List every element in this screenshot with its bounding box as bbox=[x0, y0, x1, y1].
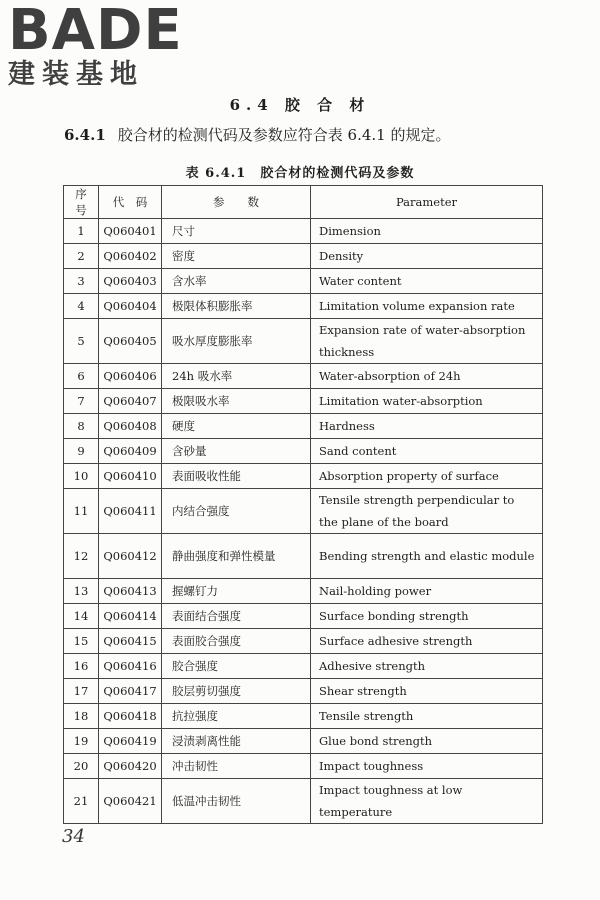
row-param-cn: 胶层剪切强度 bbox=[162, 679, 311, 704]
row-code: Q060401 bbox=[99, 219, 162, 244]
header-param: 参 数 bbox=[162, 186, 311, 219]
table-row bbox=[64, 464, 543, 489]
row-param-cn: 吸水厚度膨胀率 bbox=[162, 319, 311, 364]
row-param-cn: 内结合强度 bbox=[162, 489, 311, 534]
row-number: 17 bbox=[64, 679, 99, 704]
row-code: Q060418 bbox=[99, 704, 162, 729]
table-header-row bbox=[64, 186, 543, 219]
row-param-en: Impact toughness at low temperature bbox=[311, 779, 543, 824]
table-row bbox=[64, 704, 543, 729]
row-param-cn: 抗拉强度 bbox=[162, 704, 311, 729]
row-code: Q060404 bbox=[99, 294, 162, 319]
table-row bbox=[64, 439, 543, 464]
row-param-en: Tensile strength perpendicular to the plane of the board bbox=[311, 489, 543, 534]
row-param-en: Water-absorption of 24h bbox=[311, 364, 543, 389]
clause-number: 6.4.1 bbox=[64, 126, 106, 144]
row-code: Q060421 bbox=[99, 779, 162, 824]
row-param-cn: 密度 bbox=[162, 244, 311, 269]
table-row bbox=[64, 729, 543, 754]
row-code: Q060409 bbox=[99, 439, 162, 464]
row-param-cn: 极限吸水率 bbox=[162, 389, 311, 414]
row-param-en: Sand content bbox=[311, 439, 543, 464]
row-code: Q060416 bbox=[99, 654, 162, 679]
row-number: 18 bbox=[64, 704, 99, 729]
row-param-en: Dimension bbox=[311, 219, 543, 244]
header-parameter-en: Parameter bbox=[311, 186, 543, 219]
table-row bbox=[64, 754, 543, 779]
table-row bbox=[64, 389, 543, 414]
row-number: 11 bbox=[64, 489, 99, 534]
row-number: 1 bbox=[64, 219, 99, 244]
row-code: Q060407 bbox=[99, 389, 162, 414]
row-param-en: Surface bonding strength bbox=[311, 604, 543, 629]
page-number: 34 bbox=[62, 826, 85, 847]
row-param-en: Water content bbox=[311, 269, 543, 294]
row-param-cn: 胶合强度 bbox=[162, 654, 311, 679]
table-caption: 表 6.4.1 胶合材的检测代码及参数 bbox=[185, 166, 415, 181]
row-param-cn: 含水率 bbox=[162, 269, 311, 294]
row-param-cn: 表面吸收性能 bbox=[162, 464, 311, 489]
row-param-cn: 硬度 bbox=[162, 414, 311, 439]
row-param-en: Glue bond strength bbox=[311, 729, 543, 754]
row-code: Q060415 bbox=[99, 629, 162, 654]
row-code: Q060402 bbox=[99, 244, 162, 269]
table-row bbox=[64, 579, 543, 604]
table-row bbox=[64, 604, 543, 629]
row-param-en: Impact toughness bbox=[311, 754, 543, 779]
row-code: Q060420 bbox=[99, 754, 162, 779]
row-param-en: Hardness bbox=[311, 414, 543, 439]
table-row bbox=[64, 679, 543, 704]
table-row bbox=[64, 244, 543, 269]
row-param-en: Limitation volume expansion rate bbox=[311, 294, 543, 319]
row-param-en: Shear strength bbox=[311, 679, 543, 704]
table-row bbox=[64, 414, 543, 439]
row-param-en: Nail-holding power bbox=[311, 579, 543, 604]
table-row bbox=[64, 219, 543, 244]
row-param-cn: 低温冲击韧性 bbox=[162, 779, 311, 824]
logo-wordmark: BADE bbox=[8, 0, 183, 63]
row-param-cn: 24h 吸水率 bbox=[162, 364, 311, 389]
row-code: Q060411 bbox=[99, 489, 162, 534]
row-param-cn: 表面胶合强度 bbox=[162, 629, 311, 654]
table-row bbox=[64, 629, 543, 654]
row-number: 8 bbox=[64, 414, 99, 439]
table-body bbox=[64, 219, 543, 824]
row-code: Q060408 bbox=[99, 414, 162, 439]
row-number: 15 bbox=[64, 629, 99, 654]
table-row bbox=[64, 534, 543, 579]
row-param-cn: 尺寸 bbox=[162, 219, 311, 244]
table-row bbox=[64, 779, 543, 824]
row-param-cn: 握螺钉力 bbox=[162, 579, 311, 604]
row-number: 5 bbox=[64, 319, 99, 364]
row-number: 16 bbox=[64, 654, 99, 679]
row-code: Q060417 bbox=[99, 679, 162, 704]
brand-logo bbox=[8, 0, 183, 90]
row-number: 3 bbox=[64, 269, 99, 294]
row-number: 13 bbox=[64, 579, 99, 604]
row-code: Q060413 bbox=[99, 579, 162, 604]
row-code: Q060405 bbox=[99, 319, 162, 364]
parameter-table bbox=[63, 185, 543, 824]
row-code: Q060412 bbox=[99, 534, 162, 579]
row-number: 21 bbox=[64, 779, 99, 824]
row-param-cn: 浸渍剥离性能 bbox=[162, 729, 311, 754]
header-no: 序号 bbox=[64, 186, 99, 219]
table-row bbox=[64, 654, 543, 679]
row-param-cn: 含砂量 bbox=[162, 439, 311, 464]
row-param-en: Limitation water-absorption bbox=[311, 389, 543, 414]
row-number: 4 bbox=[64, 294, 99, 319]
row-param-cn: 极限体积膨胀率 bbox=[162, 294, 311, 319]
row-number: 12 bbox=[64, 534, 99, 579]
row-code: Q060410 bbox=[99, 464, 162, 489]
row-param-en: Surface adhesive strength bbox=[311, 629, 543, 654]
row-param-cn: 冲击韧性 bbox=[162, 754, 311, 779]
clause-6-4-1 bbox=[64, 124, 450, 145]
section-title: 6.4 胶 合 材 bbox=[229, 96, 371, 114]
row-param-en: Absorption property of surface bbox=[311, 464, 543, 489]
row-number: 19 bbox=[64, 729, 99, 754]
row-param-en: Adhesive strength bbox=[311, 654, 543, 679]
row-param-cn: 表面结合强度 bbox=[162, 604, 311, 629]
row-param-en: Bending strength and elastic module bbox=[311, 534, 543, 579]
row-param-cn: 静曲强度和弹性模量 bbox=[162, 534, 311, 579]
row-number: 14 bbox=[64, 604, 99, 629]
table-row bbox=[64, 269, 543, 294]
row-code: Q060414 bbox=[99, 604, 162, 629]
table-row bbox=[64, 364, 543, 389]
row-param-en: Tensile strength bbox=[311, 704, 543, 729]
clause-text: 胶合材的检测代码及参数应符合表 6.4.1 的规定。 bbox=[117, 126, 451, 144]
row-code: Q060406 bbox=[99, 364, 162, 389]
row-number: 10 bbox=[64, 464, 99, 489]
header-code: 代 码 bbox=[99, 186, 162, 219]
row-number: 7 bbox=[64, 389, 99, 414]
row-number: 9 bbox=[64, 439, 99, 464]
row-number: 6 bbox=[64, 364, 99, 389]
row-param-en: Expansion rate of water-absorption thickness bbox=[311, 319, 543, 364]
row-number: 2 bbox=[64, 244, 99, 269]
logo-chinese-name: 建装基地 bbox=[8, 59, 144, 90]
row-number: 20 bbox=[64, 754, 99, 779]
table-row bbox=[64, 319, 543, 364]
table-row bbox=[64, 489, 543, 534]
row-code: Q060403 bbox=[99, 269, 162, 294]
row-code: Q060419 bbox=[99, 729, 162, 754]
row-param-en: Density bbox=[311, 244, 543, 269]
table-row bbox=[64, 294, 543, 319]
